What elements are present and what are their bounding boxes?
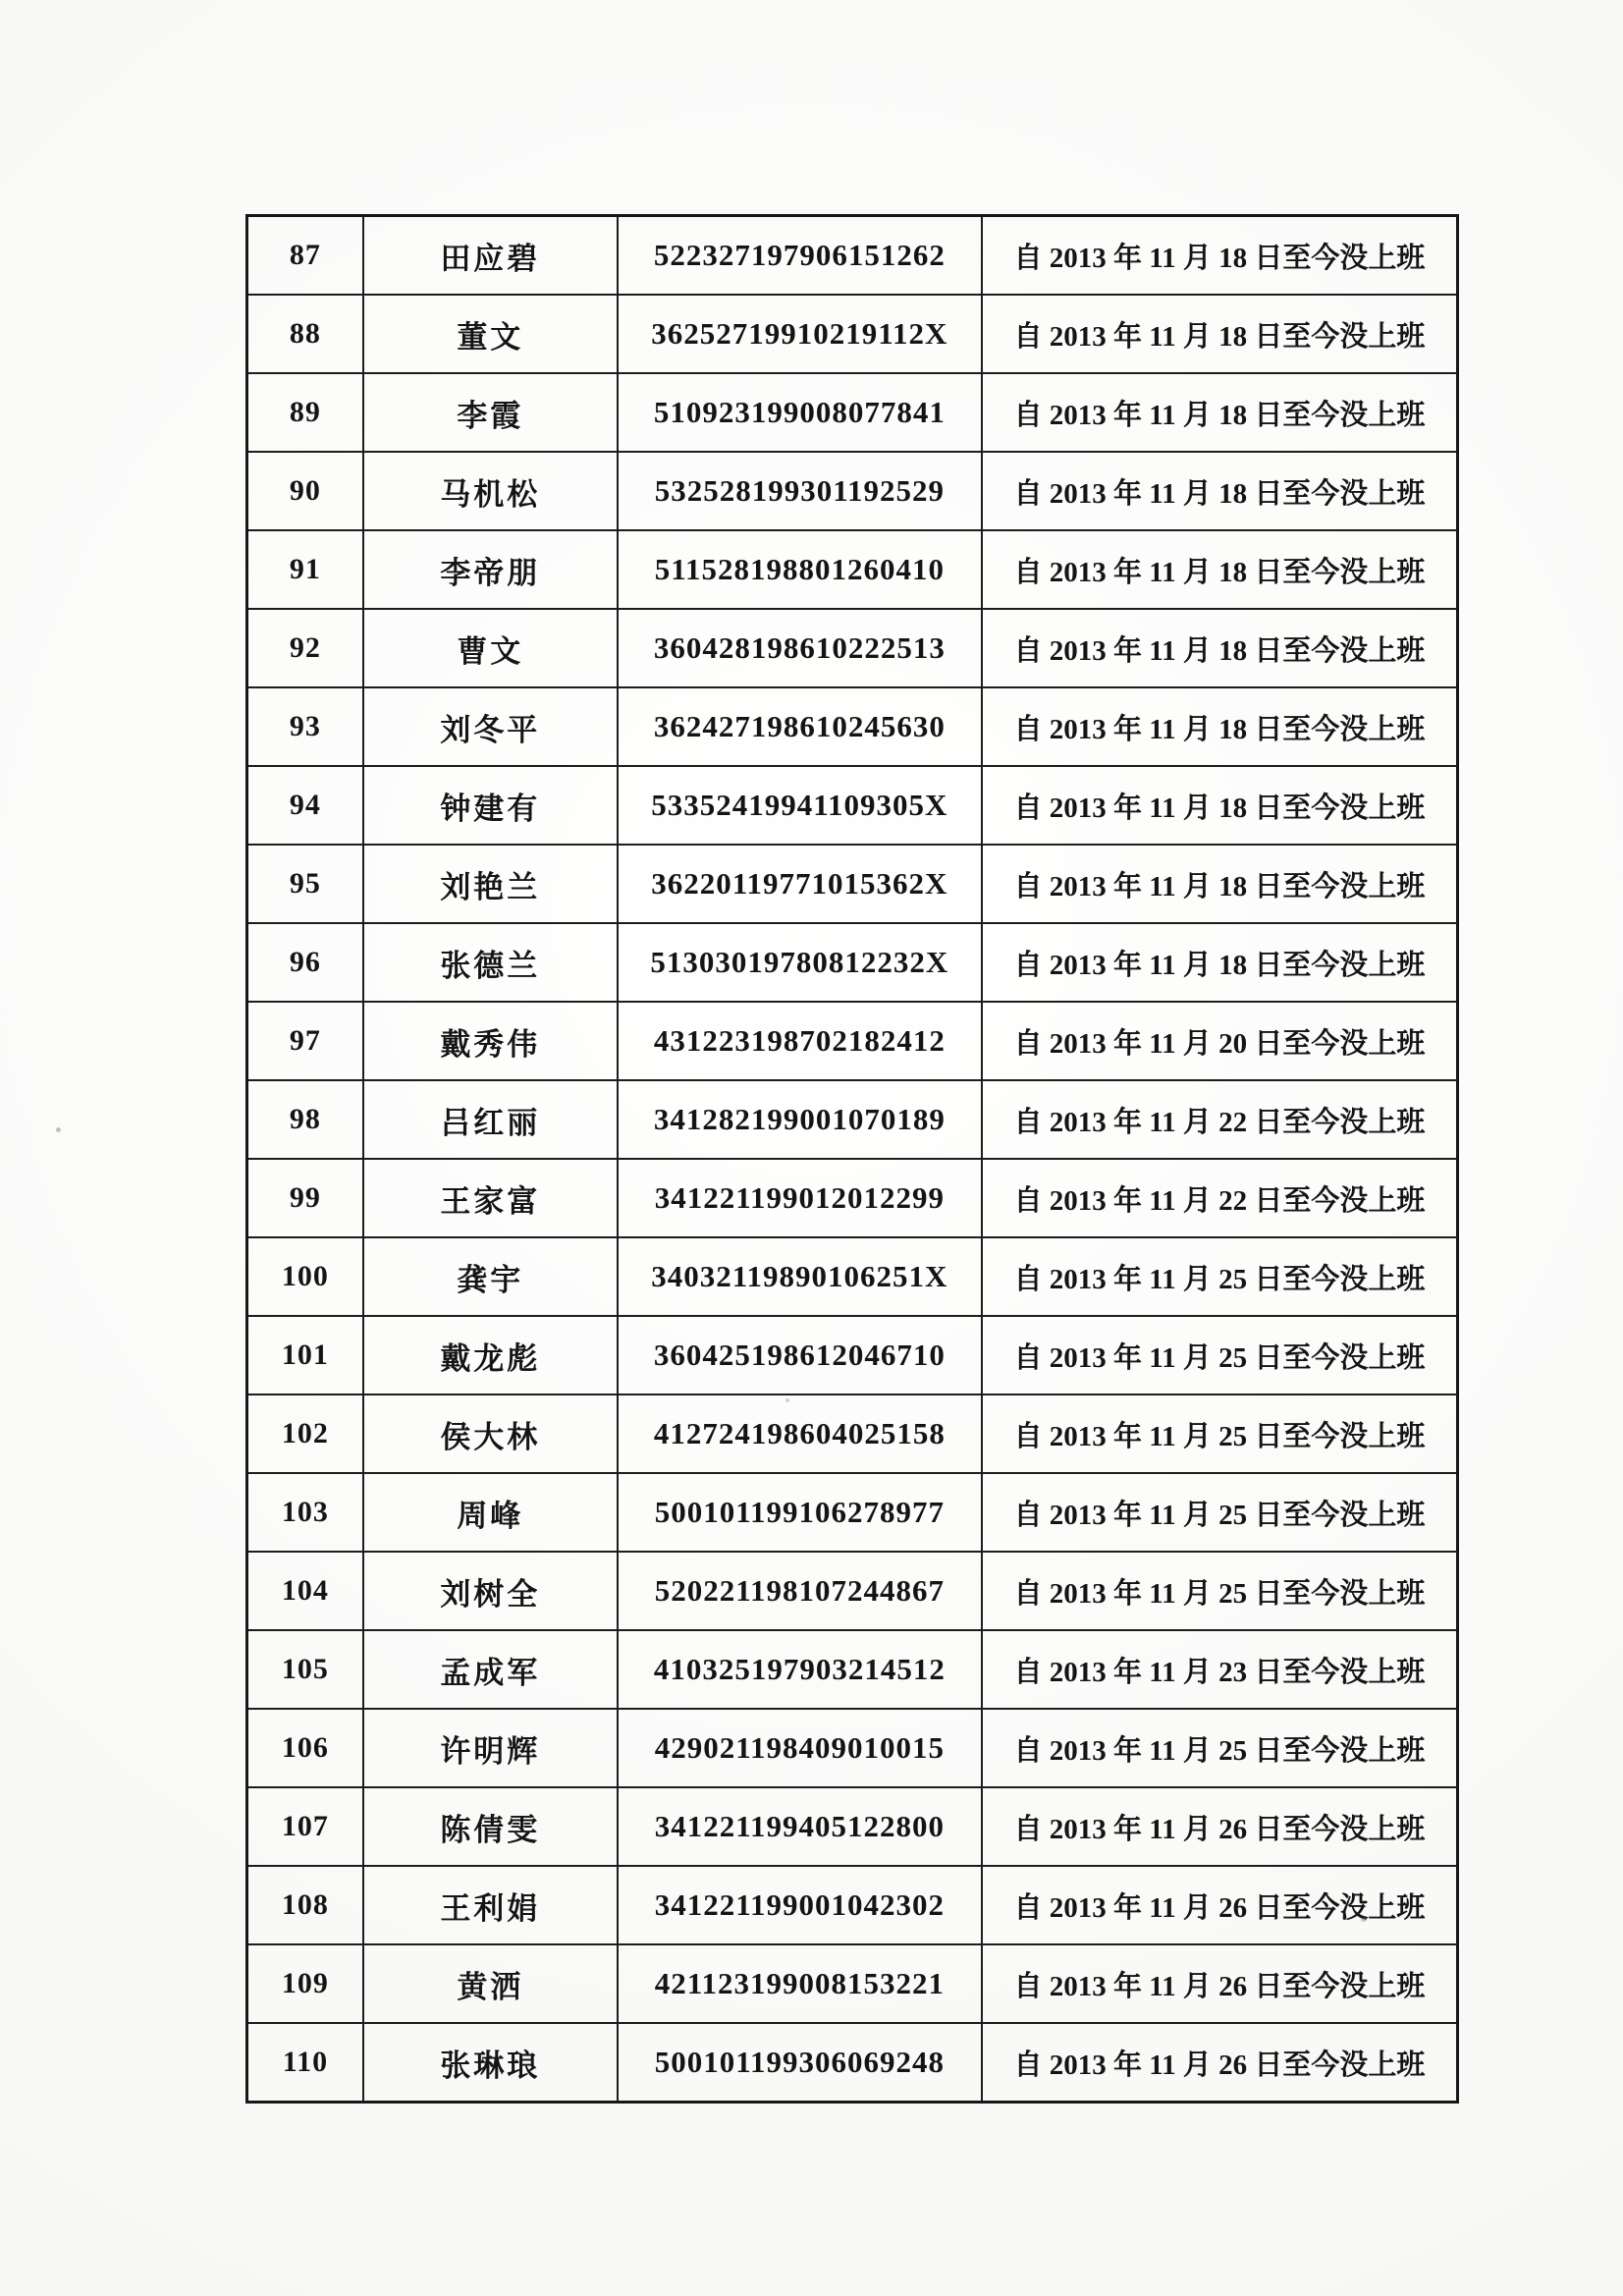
row-name-cell: 田应碧 [363,216,618,296]
row-index-cell: 87 [247,216,363,296]
row-id-number-cell: 53352419941109305X [618,766,982,845]
row-name-cell: 戴秀伟 [363,1002,618,1080]
row-status-cell: 自 2013 年 11 月 23 日至今没上班 [982,1630,1458,1709]
table-row [247,1159,1458,1237]
row-status-cell: 自 2013 年 11 月 18 日至今没上班 [982,216,1458,296]
row-name-cell: 周峰 [363,1473,618,1552]
row-index-cell: 106 [247,1709,363,1787]
table-row [247,1709,1458,1787]
row-id-number-cell: 500101199106278977 [618,1473,982,1552]
table-row [247,766,1458,845]
row-id-number-cell: 510923199008077841 [618,373,982,452]
row-id-number-cell: 341221199405122800 [618,1787,982,1866]
table-row [247,1002,1458,1080]
row-index-cell: 100 [247,1237,363,1316]
row-name-cell: 吕红丽 [363,1080,618,1159]
row-name-cell: 李霞 [363,373,618,452]
row-index-cell: 88 [247,295,363,373]
row-name-cell: 王家富 [363,1159,618,1237]
row-id-number-cell: 412724198604025158 [618,1394,982,1473]
row-id-number-cell: 34032119890106251X [618,1237,982,1316]
row-index-cell: 96 [247,923,363,1002]
row-name-cell: 曹文 [363,609,618,687]
row-index-cell: 109 [247,1944,363,2023]
row-name-cell: 张德兰 [363,923,618,1002]
row-index-cell: 95 [247,845,363,923]
row-index-cell: 103 [247,1473,363,1552]
row-status-cell: 自 2013 年 11 月 25 日至今没上班 [982,1237,1458,1316]
row-status-cell: 自 2013 年 11 月 22 日至今没上班 [982,1080,1458,1159]
row-index-cell: 108 [247,1866,363,1944]
row-name-cell: 王利娟 [363,1866,618,1944]
row-id-number-cell: 360428198610222513 [618,609,982,687]
row-status-cell: 自 2013 年 11 月 26 日至今没上班 [982,1866,1458,1944]
row-id-number-cell: 421123199008153221 [618,1944,982,2023]
scan-speck [785,1398,789,1402]
row-id-number-cell: 360425198612046710 [618,1316,982,1394]
row-id-number-cell: 51303019780812232X [618,923,982,1002]
table-row [247,1473,1458,1552]
row-name-cell: 张琳琅 [363,2023,618,2103]
row-index-cell: 97 [247,1002,363,1080]
row-status-cell: 自 2013 年 11 月 18 日至今没上班 [982,452,1458,530]
row-id-number-cell: 500101199306069248 [618,2023,982,2103]
row-index-cell: 104 [247,1552,363,1630]
table-row [247,295,1458,373]
row-name-cell: 董文 [363,295,618,373]
table-row [247,452,1458,530]
row-id-number-cell: 522327197906151262 [618,216,982,296]
table-row [247,1630,1458,1709]
row-status-cell: 自 2013 年 11 月 25 日至今没上班 [982,1552,1458,1630]
row-name-cell: 许明辉 [363,1709,618,1787]
row-index-cell: 91 [247,530,363,609]
row-name-cell: 钟建有 [363,766,618,845]
row-id-number-cell: 36220119771015362X [618,845,982,923]
table-body [247,216,1458,2103]
row-index-cell: 107 [247,1787,363,1866]
table-row [247,373,1458,452]
row-id-number-cell: 341282199001070189 [618,1080,982,1159]
row-id-number-cell: 410325197903214512 [618,1630,982,1709]
row-id-number-cell: 431223198702182412 [618,1002,982,1080]
row-name-cell: 李帝朋 [363,530,618,609]
row-index-cell: 105 [247,1630,363,1709]
table-row [247,1787,1458,1866]
table-row [247,1866,1458,1944]
row-id-number-cell: 429021198409010015 [618,1709,982,1787]
row-index-cell: 110 [247,2023,363,2103]
row-status-cell: 自 2013 年 11 月 20 日至今没上班 [982,1002,1458,1080]
table-row [247,1316,1458,1394]
row-id-number-cell: 362427198610245630 [618,687,982,766]
table-row [247,1394,1458,1473]
row-status-cell: 自 2013 年 11 月 22 日至今没上班 [982,1159,1458,1237]
row-name-cell: 孟成军 [363,1630,618,1709]
table-row [247,845,1458,923]
row-status-cell: 自 2013 年 11 月 26 日至今没上班 [982,2023,1458,2103]
table-row [247,2023,1458,2103]
row-status-cell: 自 2013 年 11 月 25 日至今没上班 [982,1394,1458,1473]
table-row [247,609,1458,687]
row-id-number-cell: 520221198107244867 [618,1552,982,1630]
row-index-cell: 93 [247,687,363,766]
row-status-cell: 自 2013 年 11 月 18 日至今没上班 [982,295,1458,373]
row-status-cell: 自 2013 年 11 月 26 日至今没上班 [982,1944,1458,2023]
row-name-cell: 刘艳兰 [363,845,618,923]
row-status-cell: 自 2013 年 11 月 18 日至今没上班 [982,373,1458,452]
row-id-number-cell: 341221199012012299 [618,1159,982,1237]
scan-speck [56,1127,61,1132]
row-id-number-cell: 341221199001042302 [618,1866,982,1944]
row-status-cell: 自 2013 年 11 月 18 日至今没上班 [982,609,1458,687]
row-index-cell: 94 [247,766,363,845]
row-name-cell: 侯大林 [363,1394,618,1473]
row-index-cell: 102 [247,1394,363,1473]
row-index-cell: 99 [247,1159,363,1237]
row-id-number-cell: 532528199301192529 [618,452,982,530]
row-name-cell: 龚宇 [363,1237,618,1316]
row-status-cell: 自 2013 年 11 月 18 日至今没上班 [982,845,1458,923]
row-name-cell: 马机松 [363,452,618,530]
row-status-cell: 自 2013 年 11 月 18 日至今没上班 [982,923,1458,1002]
row-index-cell: 101 [247,1316,363,1394]
row-index-cell: 89 [247,373,363,452]
row-status-cell: 自 2013 年 11 月 25 日至今没上班 [982,1473,1458,1552]
row-status-cell: 自 2013 年 11 月 25 日至今没上班 [982,1709,1458,1787]
table-row [247,923,1458,1002]
row-index-cell: 90 [247,452,363,530]
scan-speck [1361,1918,1367,1922]
row-name-cell: 陈倩雯 [363,1787,618,1866]
row-index-cell: 98 [247,1080,363,1159]
row-status-cell: 自 2013 年 11 月 18 日至今没上班 [982,766,1458,845]
absence-roster-table [245,214,1459,2104]
table-row [247,216,1458,296]
row-status-cell: 自 2013 年 11 月 26 日至今没上班 [982,1787,1458,1866]
row-status-cell: 自 2013 年 11 月 18 日至今没上班 [982,530,1458,609]
row-name-cell: 刘冬平 [363,687,618,766]
row-id-number-cell: 36252719910219112X [618,295,982,373]
row-id-number-cell: 511528198801260410 [618,530,982,609]
row-index-cell: 92 [247,609,363,687]
table-row [247,1080,1458,1159]
table-row [247,1944,1458,2023]
table-row [247,687,1458,766]
row-status-cell: 自 2013 年 11 月 25 日至今没上班 [982,1316,1458,1394]
row-name-cell: 刘树全 [363,1552,618,1630]
table-row [247,1237,1458,1316]
row-name-cell: 戴龙彪 [363,1316,618,1394]
row-name-cell: 黄洒 [363,1944,618,2023]
table-row [247,1552,1458,1630]
row-status-cell: 自 2013 年 11 月 18 日至今没上班 [982,687,1458,766]
table-row [247,530,1458,609]
